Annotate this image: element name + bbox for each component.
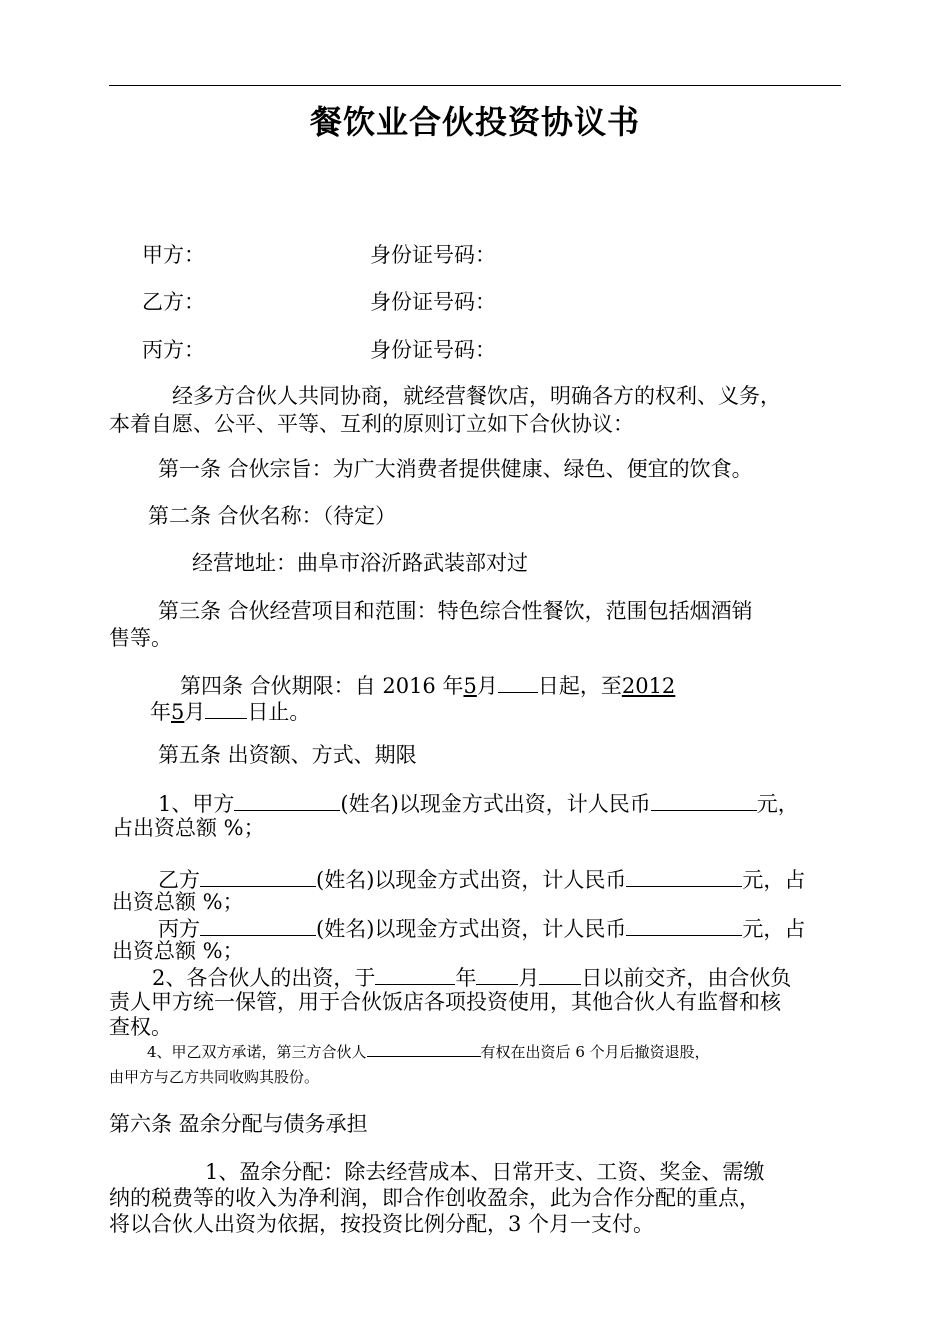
article-6-title: 第六条 盈余分配与债务承担 bbox=[109, 1112, 368, 1136]
clause-4-line-1 bbox=[147, 1040, 710, 1063]
contribution-b-line-1 bbox=[158, 864, 805, 894]
article-4-mid: 日起，至 bbox=[537, 674, 622, 698]
contribution-b-unit: 元，占 bbox=[742, 868, 806, 892]
article-4-start-month: 5 bbox=[463, 674, 477, 698]
article-1: 第一条 合伙宗旨：为广大消费者提供健康、绿色、便宜的饮食。 bbox=[158, 457, 753, 481]
contribution-a-label: 1、甲方 bbox=[158, 792, 235, 816]
clause-2-line-2: 责人甲方统一保管，用于合伙饭店各项投资使用，其他合伙人有监督和核 bbox=[109, 990, 781, 1014]
article-3-line-2: 售等。 bbox=[109, 626, 172, 650]
clause-2-year-word: 年 bbox=[455, 966, 477, 990]
header-rule bbox=[109, 85, 841, 86]
contribution-b-line-2: 出资总额 %； bbox=[112, 890, 244, 914]
article-4-year-word: 年 bbox=[150, 700, 171, 724]
start-day-blank[interactable] bbox=[498, 670, 538, 693]
profit-line-3: 将以合伙人出资为依据，按投资比例分配，3 个月一支付。 bbox=[109, 1212, 655, 1236]
contribution-b-label: 乙方 bbox=[158, 868, 200, 892]
party-a-amount-blank[interactable] bbox=[651, 788, 757, 811]
document-title: 餐饮业合伙投资协议书 bbox=[309, 103, 640, 141]
article-4-end-year: 2012 bbox=[621, 674, 676, 698]
clause-2-line-3: 查权。 bbox=[109, 1015, 172, 1039]
party-c-id-label: 身份证号码： bbox=[370, 338, 496, 362]
contribution-c-label: 丙方 bbox=[158, 917, 200, 941]
party-a-label: 甲方： bbox=[142, 243, 205, 267]
end-day-blank[interactable] bbox=[205, 696, 247, 719]
party-b-name-blank[interactable] bbox=[200, 864, 316, 887]
contribution-a-text: (姓名)以现金方式出资，计人民币 bbox=[340, 792, 651, 816]
preamble-line-1: 经多方合伙人共同协商，就经营餐饮店，明确各方的权利、义务， bbox=[172, 384, 781, 408]
third-partner-blank[interactable] bbox=[367, 1040, 481, 1057]
clause-4-prefix: 4、甲乙双方承诺，第三方合伙人 bbox=[147, 1043, 367, 1061]
party-a-name-blank[interactable] bbox=[234, 788, 340, 811]
article-4-prefix: 第四条 合伙期限：自 2016 年 bbox=[180, 674, 464, 698]
party-a-id-label: 身份证号码： bbox=[370, 243, 496, 267]
clause-4-line-2: 由甲方与乙方共同收购其股份。 bbox=[109, 1068, 320, 1086]
contribution-a-line-2: 占出资总额 %； bbox=[112, 816, 265, 840]
party-c-label: 丙方： bbox=[142, 338, 205, 362]
contribution-c-unit: 元，占 bbox=[742, 917, 806, 941]
article-4-line-2 bbox=[150, 696, 310, 726]
contribution-c-line-1 bbox=[158, 913, 805, 943]
profit-line-1: 1、盈余分配：除去经营成本、日常开支、工资、奖金、需缴 bbox=[205, 1160, 765, 1184]
party-b-label: 乙方： bbox=[142, 290, 205, 314]
party-b-id-label: 身份证号码： bbox=[370, 290, 496, 314]
article-4-end-month: 5 bbox=[171, 700, 185, 724]
article-4-month-word-2: 月 bbox=[184, 700, 206, 724]
deadline-year-blank[interactable] bbox=[375, 962, 455, 985]
party-c-amount-blank[interactable] bbox=[626, 913, 742, 936]
preamble-line-2: 本着自愿、公平、平等、互利的原则订立如下合伙协议： bbox=[109, 412, 634, 436]
contribution-b-text: (姓名)以现金方式出资，计人民币 bbox=[316, 868, 627, 892]
contribution-c-line-2: 出资总额 %； bbox=[112, 939, 244, 963]
clause-2-suffix: 日以前交齐，由合伙负 bbox=[581, 966, 792, 990]
article-4-end: 日止。 bbox=[247, 700, 311, 724]
party-b-amount-blank[interactable] bbox=[626, 864, 742, 887]
clause-4-suffix: 有权在出资后 6 个月后撤资退股， bbox=[480, 1043, 710, 1061]
deadline-month-blank[interactable] bbox=[476, 962, 518, 985]
article-2: 第二条 合伙名称：（待定） bbox=[148, 504, 397, 528]
party-c-name-blank[interactable] bbox=[200, 913, 316, 936]
article-3-line-1: 第三条 合伙经营项目和范围：特色综合性餐饮，范围包括烟酒销 bbox=[158, 599, 753, 623]
contribution-a-unit: 元， bbox=[756, 792, 799, 816]
clause-2-prefix: 2、各合伙人的出资，于 bbox=[152, 966, 376, 990]
deadline-day-blank[interactable] bbox=[539, 962, 581, 985]
business-address: 经营地址：曲阜市浴沂路武装部对过 bbox=[192, 551, 528, 575]
article-4-month-word: 月 bbox=[476, 674, 498, 698]
clause-2-month-word: 月 bbox=[518, 966, 540, 990]
contribution-c-text: (姓名)以现金方式出资，计人民币 bbox=[316, 917, 627, 941]
profit-line-2: 纳的税费等的收入为净利润，即合作创收盈余，此为合作分配的重点， bbox=[109, 1186, 760, 1210]
article-5-title: 第五条 出资额、方式、期限 bbox=[158, 743, 417, 767]
